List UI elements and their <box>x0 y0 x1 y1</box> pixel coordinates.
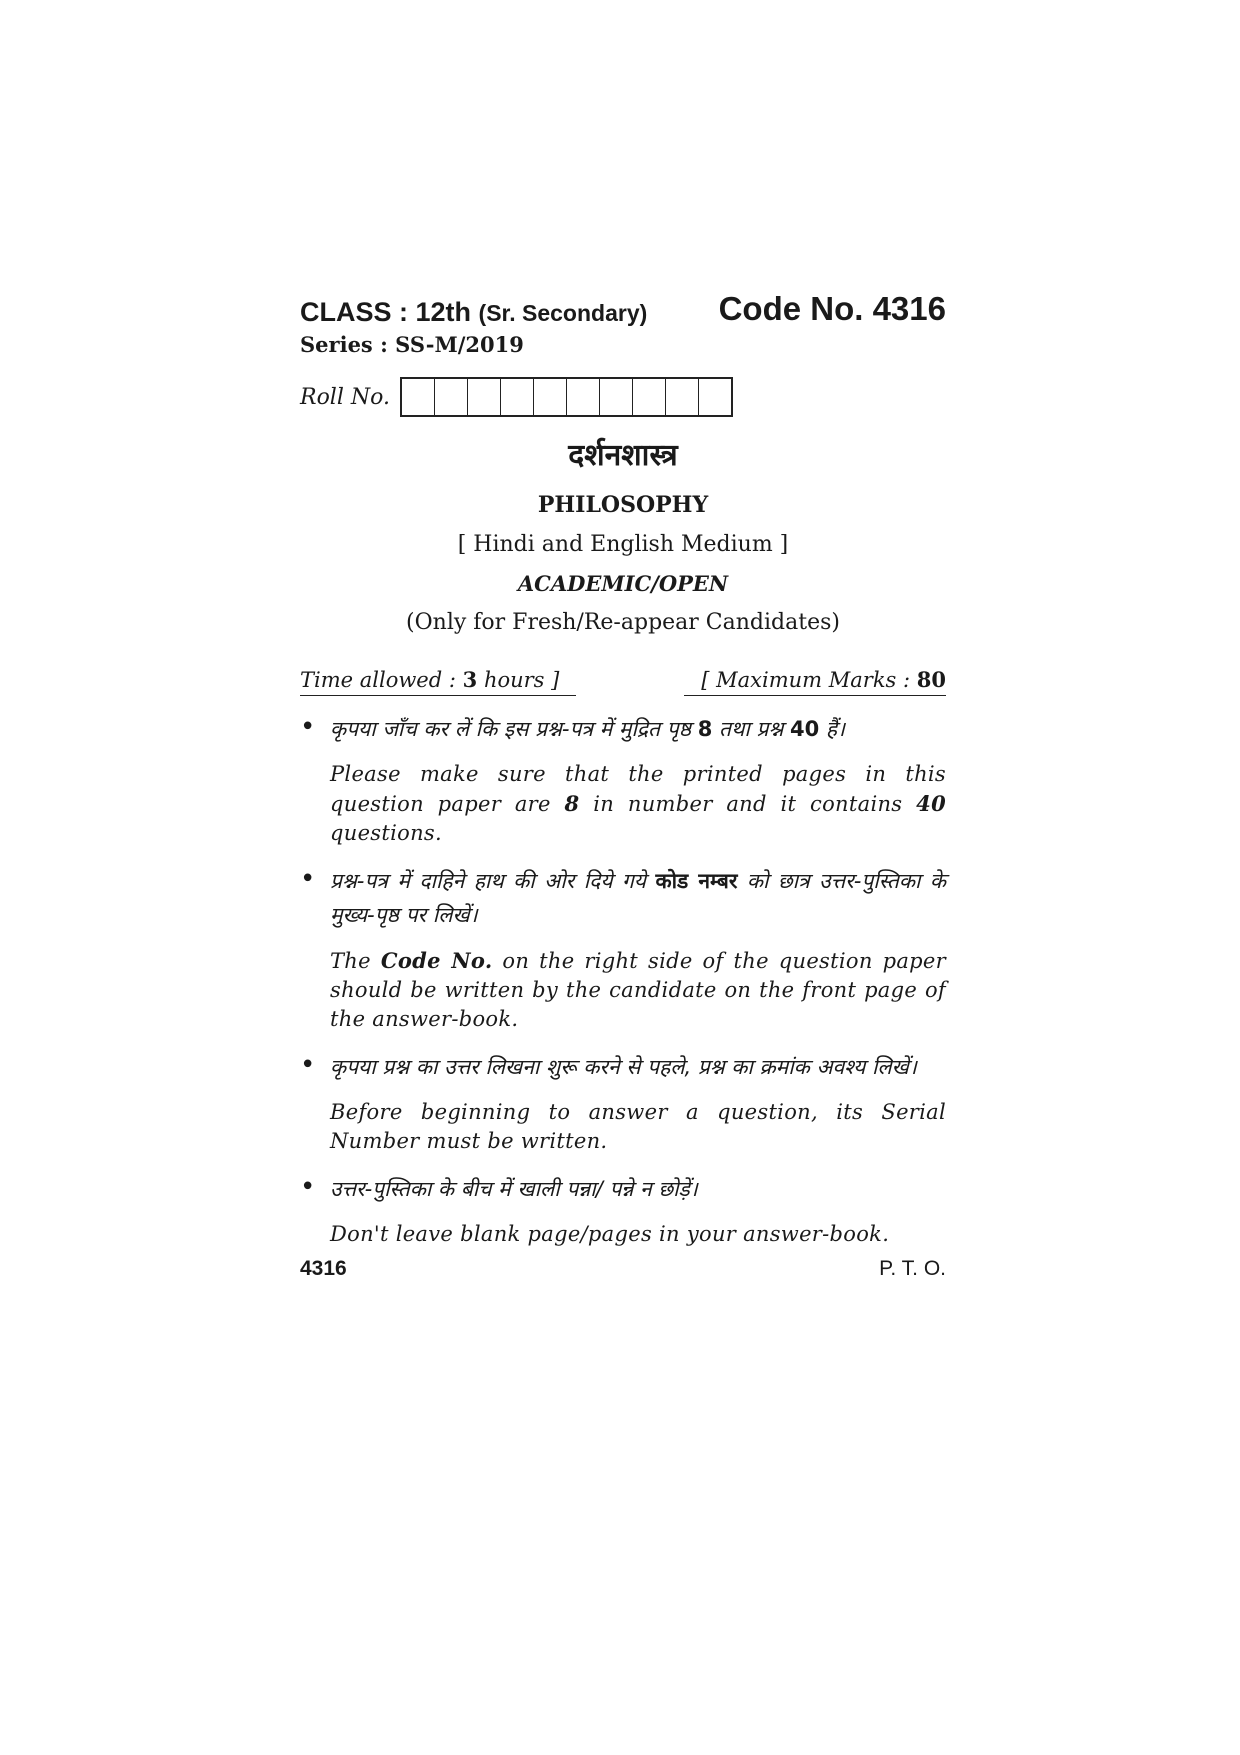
roll-digit-box[interactable] <box>567 379 600 415</box>
instruction-english: Before beginning to answer a question, its Serial Number must be written. <box>330 1100 946 1153</box>
candidates-label: (Only for Fresh/Re-appear Candidates) <box>406 610 840 635</box>
instruction-hindi: कृपया प्रश्न का उत्तर लिखना शुरू करने से पहले, प्रश्न का क्रमांक अवश्य लिखें। <box>330 1055 917 1079</box>
bullet-icon: • <box>300 712 316 742</box>
instruction-item <box>300 864 946 1034</box>
bullet-icon: • <box>300 864 316 894</box>
instructions-list <box>300 712 946 1249</box>
code-number: Code No. 4316 <box>718 290 946 327</box>
instruction-bold: Code No. <box>380 948 493 973</box>
instruction-bold: 40 <box>916 791 946 816</box>
roll-digit-box[interactable] <box>402 379 435 415</box>
medium-label: [ Hindi and English Medium ] <box>457 532 789 557</box>
header-row <box>300 290 946 328</box>
roll-number-label: Roll No. <box>300 384 390 410</box>
instruction-english <box>330 760 946 848</box>
roll-digit-box[interactable] <box>501 379 534 415</box>
class-label <box>300 297 647 328</box>
instruction-text: हैं। <box>819 717 845 741</box>
instruction-text: on the right side of the question paper should be written by the candidate on the front page of the answer-book. <box>330 949 946 1031</box>
subject-title-english: PHILOSOPHY <box>537 492 709 518</box>
question-paper-cover <box>300 290 946 1281</box>
class-text: CLASS : 12th <box>300 297 472 327</box>
class-sub-text: (Sr. Secondary) <box>478 300 648 326</box>
roll-number-boxes <box>400 377 733 417</box>
roll-digit-box[interactable] <box>633 379 666 415</box>
roll-digit-box[interactable] <box>534 379 567 415</box>
roll-number-row <box>300 377 946 417</box>
footer-code: 4316 <box>300 1257 347 1280</box>
subject-title-hindi: दर्शनशास्त्र <box>568 438 678 473</box>
instruction-item <box>300 712 946 848</box>
time-marks-row <box>300 667 946 696</box>
instruction-bold: 40 <box>789 717 820 741</box>
instruction-text: in number and it contains <box>579 792 917 816</box>
time-allowed <box>300 667 576 696</box>
instruction-text: कृपया जाँच कर लें कि इस प्रश्न-पत्र में मुद्रित पृष्ठ <box>330 717 698 741</box>
instruction-bold: कोड नम्बर <box>655 869 738 893</box>
instruction-text: को छात्र उत्तर-पुस्तिका के मुख्य-पृष्ठ पर लिखें। <box>330 869 946 927</box>
instruction-text: questions. <box>330 821 442 845</box>
maximum-marks <box>684 667 946 696</box>
page-footer <box>300 1257 946 1281</box>
instruction-text: प्रश्न-पत्र में दाहिने हाथ की ओर दिये गये <box>330 869 656 893</box>
roll-digit-box[interactable] <box>435 379 468 415</box>
pto-label: P. T. O. <box>879 1257 946 1280</box>
academic-label: ACADEMIC/OPEN <box>517 571 729 596</box>
instruction-item <box>300 1050 946 1156</box>
time-label: Time allowed : <box>300 668 456 692</box>
max-marks-label: [ Maximum Marks : <box>701 668 911 692</box>
series-label: Series : SS-M/2019 <box>300 332 524 357</box>
instruction-item <box>300 1172 946 1249</box>
instruction-hindi <box>330 864 946 932</box>
instruction-hindi <box>330 712 946 746</box>
roll-digit-box[interactable] <box>666 379 699 415</box>
instruction-text: The <box>330 949 381 973</box>
instruction-text: Please make sure that the printed pages in this question paper are <box>330 762 946 816</box>
time-value: 3 <box>462 667 478 692</box>
bullet-icon: • <box>300 1050 316 1080</box>
instruction-hindi: उत्तर-पुस्तिका के बीच में खाली पन्ना/ पन्ने न छोड़ें। <box>330 1177 698 1201</box>
time-unit: hours ] <box>483 668 560 692</box>
instruction-text: तथा प्रश्न <box>712 717 790 741</box>
roll-digit-box[interactable] <box>699 379 731 415</box>
instruction-bold: 8 <box>564 791 580 816</box>
instruction-english <box>330 946 946 1034</box>
instruction-english: Don't leave blank page/pages in your answer-book. <box>330 1222 890 1246</box>
bullet-icon: • <box>300 1172 316 1202</box>
max-marks-value: 80 <box>916 667 946 692</box>
roll-digit-box[interactable] <box>600 379 633 415</box>
instruction-bold: 8 <box>697 717 713 741</box>
roll-digit-box[interactable] <box>468 379 501 415</box>
